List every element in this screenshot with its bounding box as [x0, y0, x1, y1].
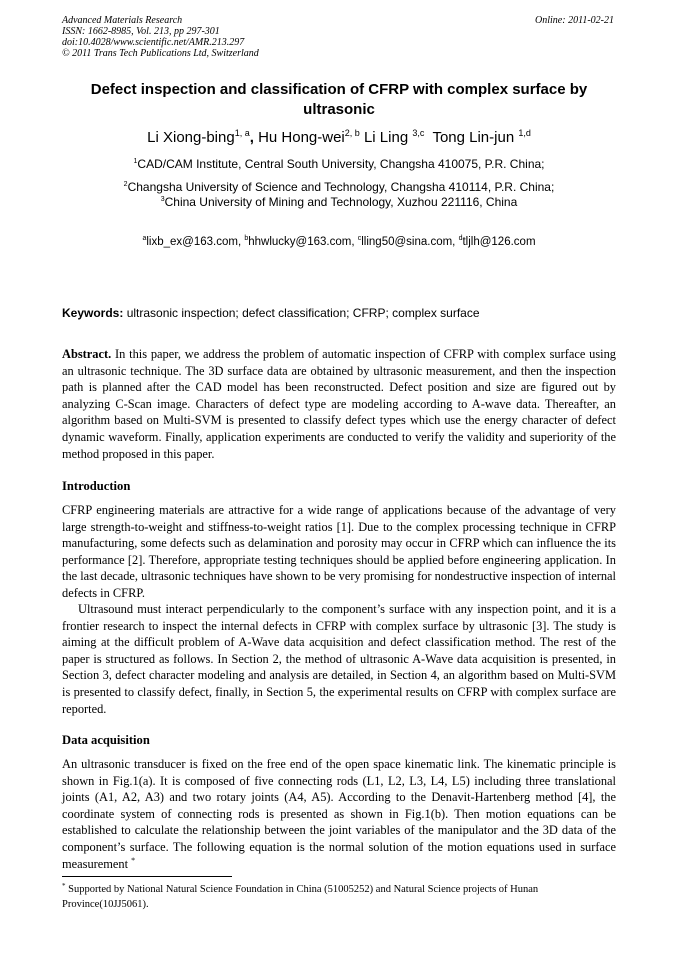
doi-line[interactable]: doi:10.4028/www.scientific.net/AMR.213.297: [62, 37, 245, 48]
footnote-divider: [62, 876, 232, 877]
email-link[interactable]: lixb_ex@163.com,: [146, 236, 245, 248]
paper-title: Defect inspection and classification of CFRP with complex surface by ultrasonic: [90, 81, 588, 118]
author-list: [62, 128, 616, 148]
journal-name: Advanced Materials Research: [62, 15, 183, 26]
author-separator: ,: [249, 129, 254, 146]
author-name: Li Xiong-bing: [147, 129, 235, 146]
footnote-marker: *: [131, 855, 136, 865]
online-date: Online: 2011-02-21: [535, 15, 614, 26]
introduction-paragraph-2: Ultrasound must interact perpendicularly to the component’s surface with any inspection point, and it is a frontier research to inspect the internal defects in CFRP with complex surface by ultrasonic [3]. The study is aiming at the difficult problem of A-Wave data acquisition and defect classification method. The rest of the paper is structured as follows. In Section 2, the method of ultrasonic A-Wave data acquisition is presented, in Section 3, defect character modeling and analysis are detailed, in Section 4, an algorithm based on Multi-SVM is presented to classify defect, finally, in Section 5, the experimental results on CFRP with complex surface are reported.: [62, 602, 616, 716]
affiliation-2: [62, 180, 616, 194]
author-affil-sup: 2, b: [344, 128, 360, 138]
footnote-text: Supported by National Natural Science Foundation in China (51005252) and Natural Science projects of Hunan Province(10JJ5061).: [62, 884, 539, 910]
affiliation-sup: 1: [133, 158, 138, 165]
email-sup: c: [357, 235, 362, 242]
footnote: [62, 882, 616, 912]
author-affil-sup: 1, a: [234, 128, 250, 138]
keywords-label: Keywords:: [62, 306, 124, 320]
affiliation-sup: 2: [123, 181, 128, 188]
footnote-sup: *: [62, 882, 66, 890]
keywords-text: ultrasonic inspection; defect classification; CFRP; complex surface: [123, 306, 480, 320]
abstract: [62, 346, 616, 462]
journal-header: [62, 15, 259, 59]
email-sup: a: [142, 235, 147, 242]
affiliation-sup: 3: [160, 196, 165, 203]
introduction-paragraph-1: CFRP engineering materials are attractive for a wide range of applications because of the advantage of very large strength-to-weight and stiffness-to-weight ratios [1]. Due to the complex processing technique in CFRP manufacturing, some defects such as delamination and porosity may occur in CFRP which can influence the its performance [2]. Therefore, appropriate testing techniques should be applied before engineering application. In the last decade, ultrasonic techniques have shown to be very promising for nondestructive inspection of internal defects in CFRP.: [62, 503, 616, 600]
affiliation-text: CAD/CAM Institute, Central South University, Changsha 410075, P.R. China;: [137, 157, 545, 171]
author-affil-sup: 3,c: [412, 128, 425, 138]
author-name: Tong Lin-jun: [432, 129, 515, 146]
author-name: Li Ling: [363, 129, 409, 146]
email-link[interactable]: tljlh@126.com: [462, 236, 536, 248]
email-sup: b: [244, 235, 249, 242]
section-heading-data-acquisition: Data acquisition: [62, 733, 150, 747]
affiliation-1: [62, 157, 616, 171]
email-link[interactable]: hhwlucky@163.com,: [248, 236, 358, 248]
affiliation-text: China University of Mining and Technology, Xuzhou 221116, China: [164, 195, 518, 209]
author-affil-sup: 1,d: [518, 128, 531, 138]
section-heading-introduction: Introduction: [62, 479, 131, 493]
email-sup: d: [458, 235, 463, 242]
affiliation-3: [62, 195, 616, 209]
email-list: [62, 235, 616, 249]
keywords: [62, 306, 616, 321]
data-acquisition-text: An ultrasonic transducer is fixed on the free end of the open space kinematic link. The kinematic principle is shown in Fig.1(a). It is composed of five connecting rods (L1, L2, L3, L4, L5) including three translational joints (A1, A2, A3) and two rotary joints (A4, A5). According to the Denavit-Hartenberg method [4], the coordinate system of connecting rods is presented as shown in Fig.1(b). Then motion equations can be established to calculate the relationship between the joint variables of the manipulator and the 3D data of the component’s surface. The following equation is the normal solution of the motion equations used in surface measurement: [62, 757, 616, 871]
abstract-label: Abstract.: [62, 347, 112, 361]
abstract-text: In this paper, we address the problem of automatic inspection of CFRP with complex surface using an ultrasonic technique. The 3D surface data are obtained by ultrasonic measurement, and then the inspection path is planned after the CAD model has been reconstructed. Defect position and size are figured out by analyzing C-Scan image. Characters of defect type are modeling according to A-wave data. Thereafter, an algorithm based on Multi-SVM is presented to classify defect types which use the energy character of defect dynamic waveform. Finally, application experiments are conducted to verify the validity and superiority of the method proposed in this paper.: [62, 347, 616, 461]
email-link[interactable]: lling50@sina.com,: [361, 236, 459, 248]
issn-line: ISSN: 1662-8985, Vol. 213, pp 297-301: [62, 26, 220, 37]
affiliation-text: Changsha University of Science and Technology, Changsha 410114, P.R. China;: [127, 180, 555, 194]
data-acquisition-paragraph: [62, 756, 616, 872]
author-name: Hu Hong-wei: [258, 129, 345, 146]
copyright-line: © 2011 Trans Tech Publications Ltd, Switzerland: [62, 48, 259, 59]
